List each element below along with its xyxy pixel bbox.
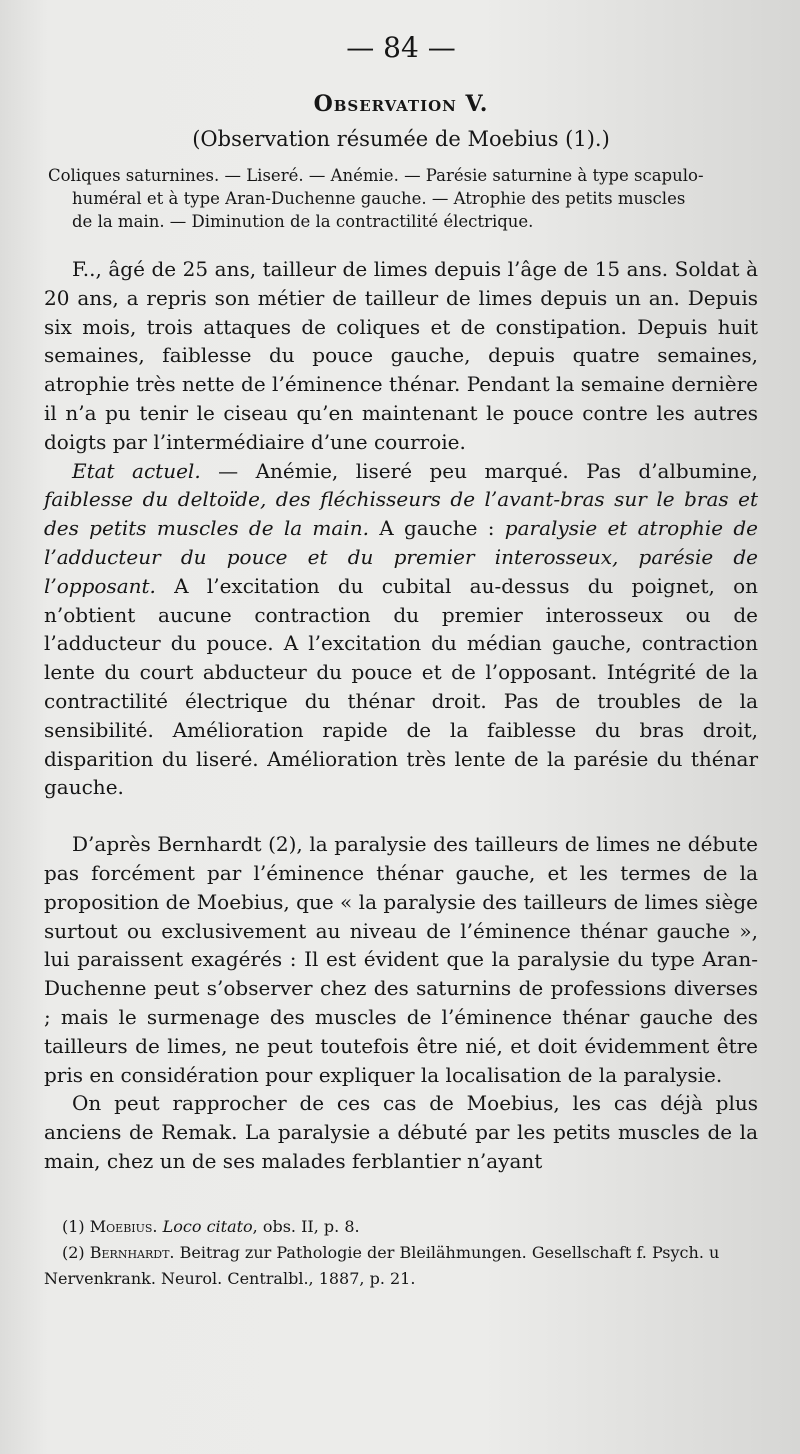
current-state-text-1: — Anémie, liseré peu marqué. Pas d’albumine,: [200, 458, 758, 483]
current-state-label: Etat actuel.: [72, 458, 201, 483]
summary-line-3: de la main. — Diminution de la contractilité électrique.: [72, 212, 534, 231]
observation-title: Observation V.: [313, 91, 489, 117]
footnote-2: [44, 1240, 758, 1292]
paragraph-gap: [44, 802, 758, 830]
footnote-2-text: Beitrag zur Pathologie der Bleilähmungen. Gesellschaft f. Psych. u Nervenkrank. Neurol. Centralbl., 1887, p. 21.: [44, 1242, 720, 1288]
current-state-text-2: A gauche :: [368, 516, 505, 541]
page-number: — 84 —: [346, 31, 456, 64]
page-content: [44, 30, 758, 1292]
summary-line-1: Coliques saturnines. — Liseré. — Anémie. — Parésie saturnine à type scapulo-: [48, 166, 704, 185]
current-state-text-3: A l’excitation du cubital au-dessus du poignet, on n’obtient aucune contraction du premier interosseux ou de l’adducteur du pouce. A l’excitation du médian gauche, contraction lente du court abducteur du pouce et de l’opposant. Intégrité de la contractilité électrique du thénar droit. Pas de troubles de la sensibilité. Amélioration rapide de la faiblesse du bras droit, disparition du liseré. Amélioration très lente de la parésie du thénar gauche.: [44, 573, 758, 800]
body-text: [44, 255, 758, 1176]
footnote-1-italic: Loco citato: [162, 1216, 253, 1236]
current-state-italic-2: paralysie et atrophie de l’adducteur du pouce et du premier interosseux, parésie de l’opposant.: [44, 516, 759, 598]
footnote-1-marker: (1): [62, 1216, 85, 1236]
footnote-1: [44, 1214, 758, 1240]
footnotes: [44, 1214, 758, 1292]
footnote-2-marker: (2): [62, 1242, 85, 1262]
paragraph-remak: On peut rapprocher de ces cas de Moebius, les cas déjà plus anciens de Remak. La paralysie a débuté par les petits muscles de la main, chez un de ses malades ferblantier n’ayant: [44, 1091, 758, 1173]
paragraph-case-history: F.., âgé de 25 ans, tailleur de limes depuis l’âge de 15 ans. Soldat à 20 ans, a repris son métier de tailleur de limes depuis un an. Depuis six mois, trois attaques de coliques et de constipation. Depuis huit semaines, faiblesse du pouce gauche, depuis quatre semaines, atrophie très nette de l’éminence thénar. Pendant la semaine dernière il n’a pu tenir le ciseau qu’en maintenant le pouce contre les autres doigts par l’intermédiaire d’une courroie.: [44, 257, 758, 454]
paragraph-bernhardt: D’après Bernhardt (2), la paralysie des tailleurs de limes ne débute pas forcément par l’éminence thénar gauche, et les termes de la proposition de Moebius, que « la paralysie des tailleurs de limes siège surtout ou exclusivement au niveau de l’éminence thénar gauche », lui paraissent exagérés : Il est évident que la paralysie du type Aran-Duchenne peut s’observer chez des saturnins de professions diverses ; mais le surmenage des muscles de l’éminence thénar gauche des tailleurs de limes, ne peut toutefois être nié, et doit évidemment être pris en considération pour expliquer la localisation de la paralysie.: [44, 832, 758, 1087]
footnote-2-author: Bernhardt.: [89, 1242, 175, 1262]
paragraph-current-state: [44, 457, 758, 803]
observation-summary: [44, 164, 758, 233]
current-state-italic-1: faiblesse du deltoïde, des fléchisseurs de l’avant-bras sur le bras et des petits muscles de la main.: [44, 487, 758, 541]
summary-line-2: huméral et à type Aran-Duchenne gauche. — Atrophie des petits muscles: [72, 189, 686, 208]
footnote-1-author: Moebius.: [89, 1216, 158, 1236]
footnote-1-text: , obs. II, p. 8.: [252, 1216, 360, 1236]
observation-subtitle: (Observation résumée de Moebius (1).): [192, 127, 610, 151]
